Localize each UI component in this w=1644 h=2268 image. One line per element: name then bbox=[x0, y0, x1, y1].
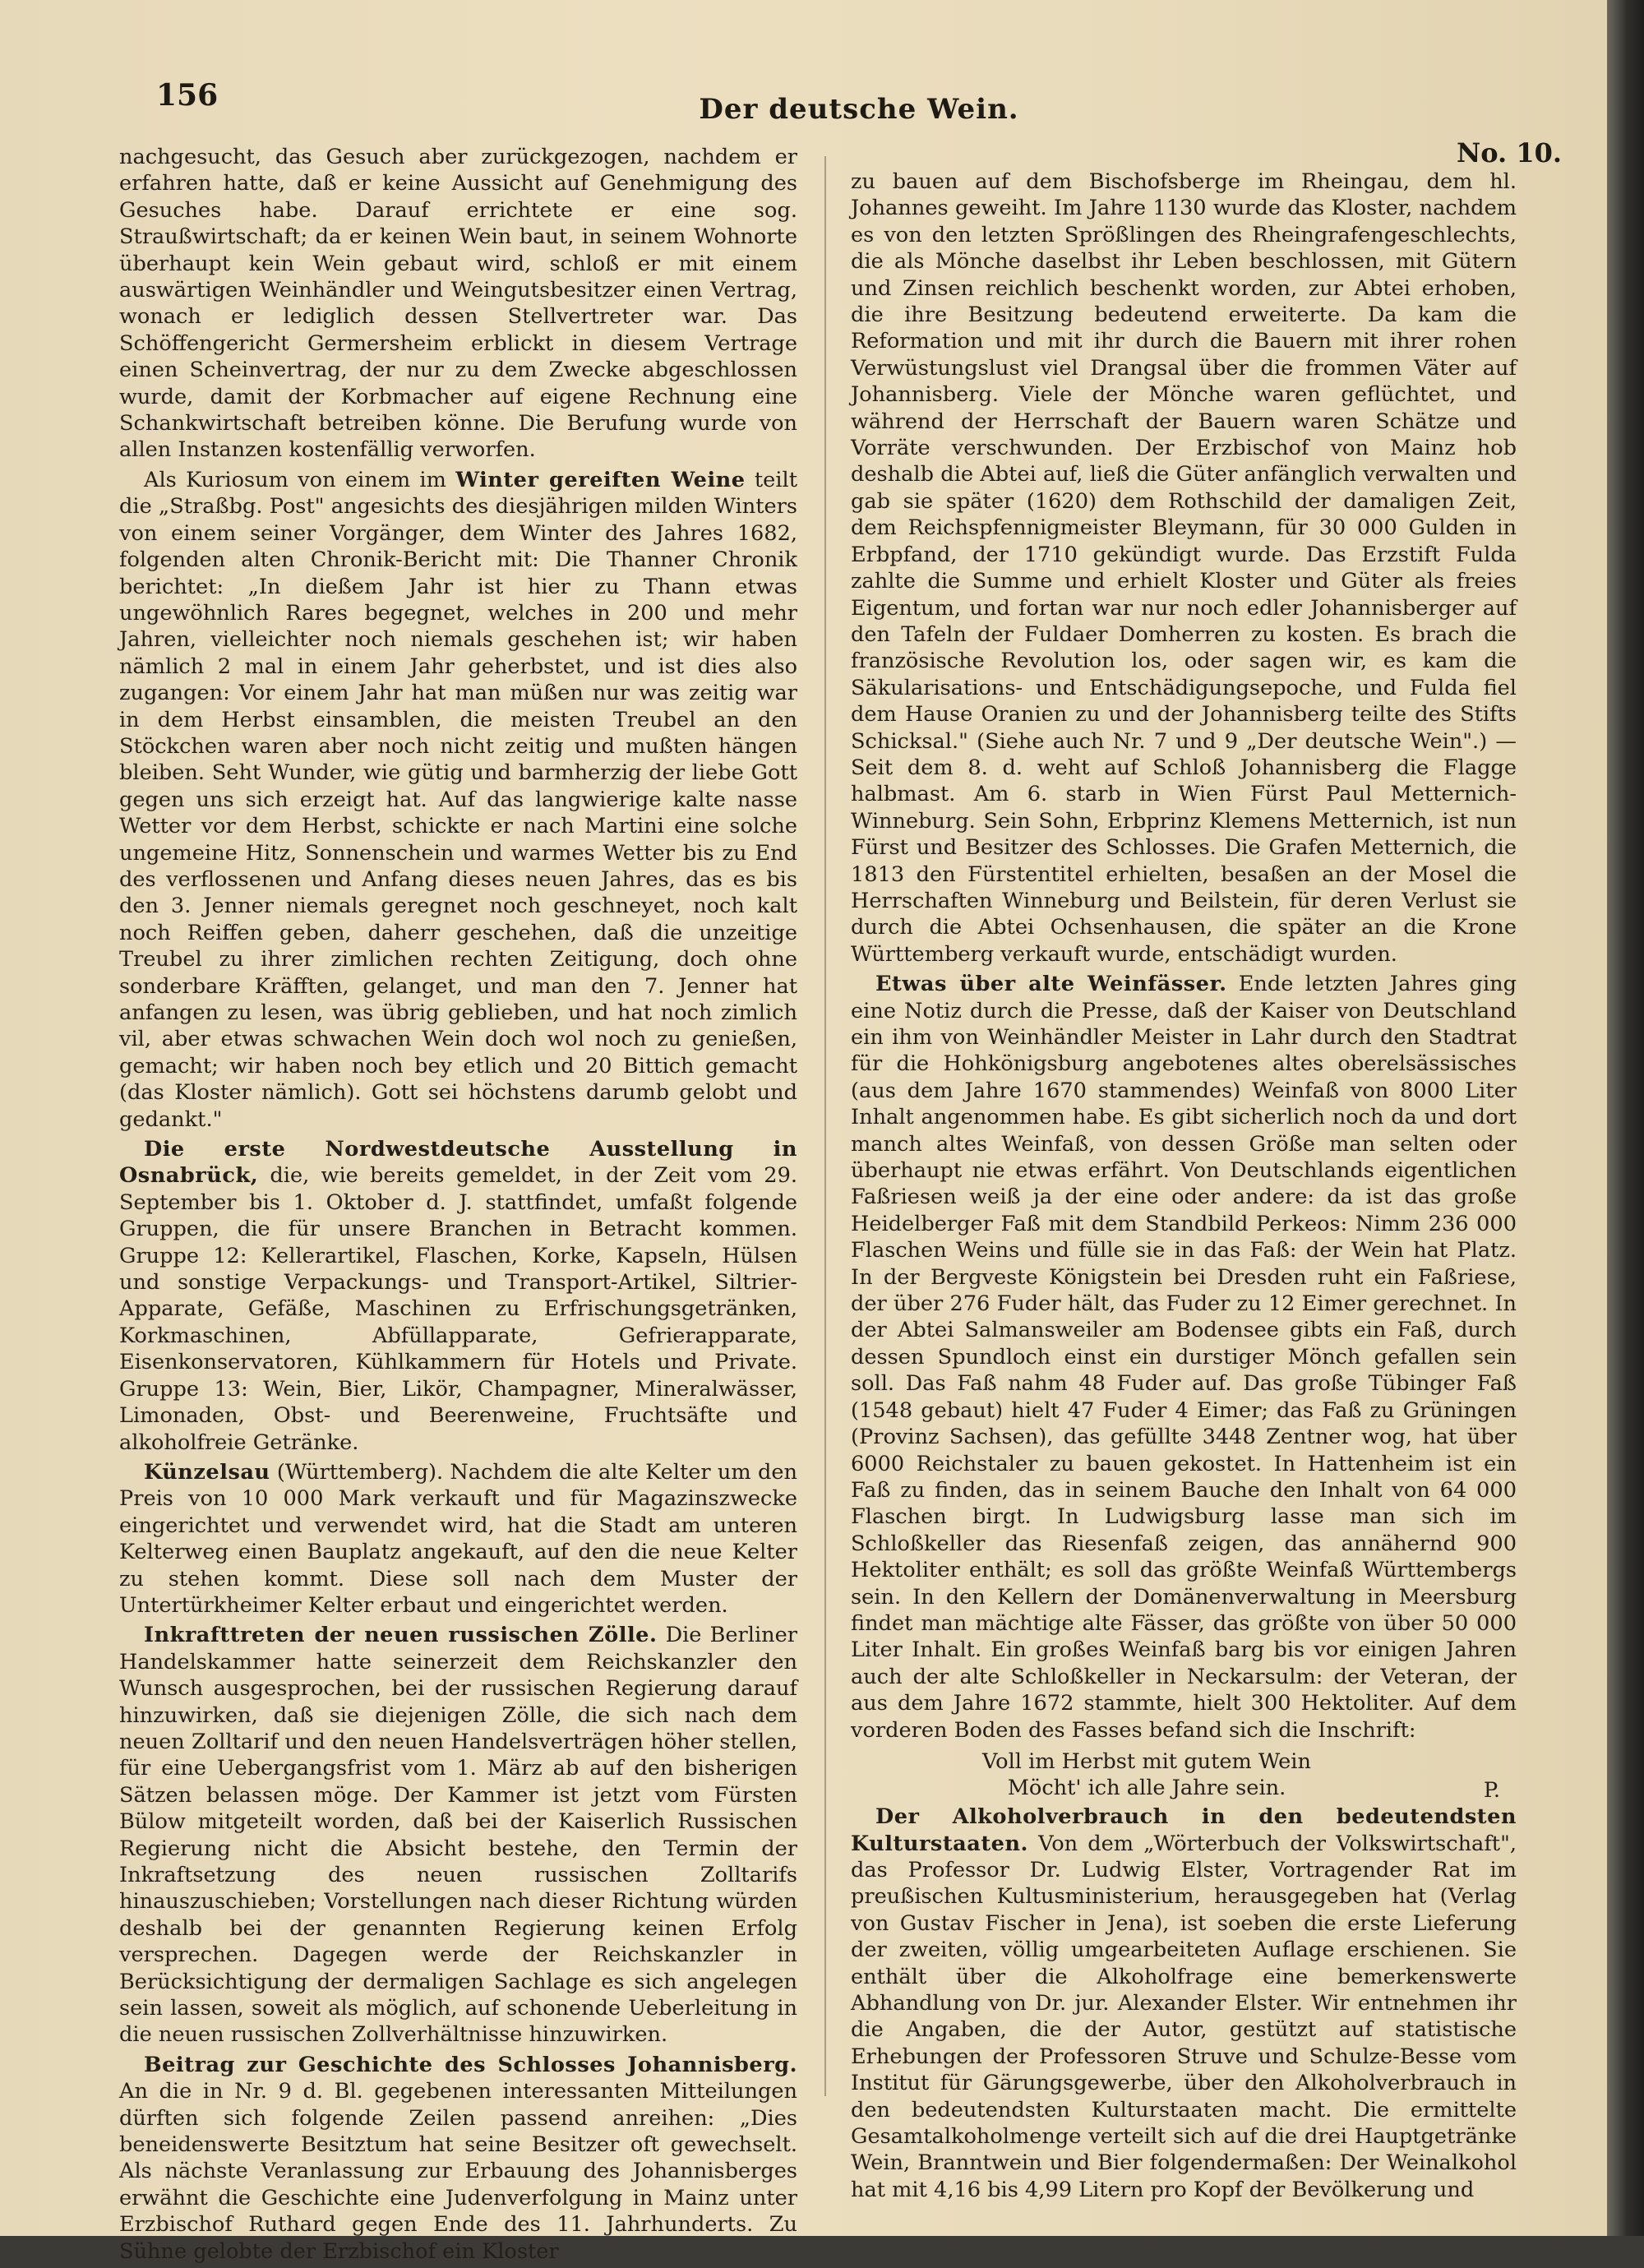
article-kuenzelsau bbox=[119, 1459, 797, 1619]
issue-number: No. 10. bbox=[1457, 137, 1562, 169]
article-winter-wine bbox=[119, 467, 797, 1133]
article-heading: Etwas über alte Weinfässer. bbox=[875, 972, 1227, 997]
article-johannisberg-continued: zu bauen auf dem Bischofsberge im Rheingau, dem hl. Johannes geweiht. Im Jahre 1130 wurde das Kloster, nachdem es von den letzten Sprößlingen des Rheingrafengeschlechts, die als Mönche daselbst ihr Leben beschlossen, mit Gütern und Zinsen reichlich beschenkt worden, zur Abtei erhoben, die ihre Besitzung bedeutend erweiterte. Da kam die Reformation und mit ihr durch die Bauern mit ihrer rohen Verwüstungslust viel Drangsal über die frommen Väter auf Johannisberg. Viele der Mönche waren geflüchtet, und während der Herrschaft der Bauern waren Schätze und Vorräte verschwunden. Der Erzbischof von Mainz hob deshalb die Abtei auf, ließ die Güter anfänglich verwalten und gab sie später (1620) dem Rothschild der damaligen Zeit, dem Reichspfennigmeister Bleymann, für 30 000 Gulden in Erbpfand, der 1710 gekündigt wurde. Das Erzstift Fulda zahlte die Summe und erhielt Kloster und Güter als freies Eigentum, und fortan war nur noch edler Johannisberger auf den Tafeln der Fuldaer Domherren zu kosten. Es brach die französische Revolution los, oder sagen wir, es kam die Säkularisations- und Entschädigungsepoche, und Fulda fiel dem Hause Oranien zu und der Johannisberg teilte des Stifts Schicksal." (Siehe auch Nr. 7 und 9 „Der deutsche Wein".) — Seit dem 8. d. weht auf Schloß Johannisberg die Flagge halbmast. Am 6. starb in Wien Fürst Paul Metternich-Winneburg. Sein Sohn, Erbprinz Klemens Metternich, ist nun Fürst und Besitzer des Schlosses. Die Grafen Metternich, die 1813 den Fürstentitel erhielten, besaßen an der Mosel die Herrschaften Winneburg und Beilstein, für deren Verlust sie durch die Abtei Ochsenhausen, die später an die Krone Württemberg verkauft wurde, entschädigt wurden. bbox=[851, 169, 1517, 967]
book-binding-edge bbox=[1607, 0, 1644, 2236]
left-column bbox=[119, 144, 797, 2268]
author-signature: P. bbox=[1483, 1777, 1500, 1803]
article-text: Von dem „Wörterbuch der Volkswirtschaft", das Professor Dr. Ludwig Elster, Vortragender Rat im preußischen Kultusministerium, herausgegeben hat (Verlag von Gustav Fischer in Jena), ist soeben die erste Lieferung der zweiten, völlig umgearbeiteten Auflage erschienen. Sie enthält über die Alkoholfrage eine bemerkenswerte Abhandlung von Dr. jur. Alexander Elster. Wir entnehmen ihr die Angaben, die der Autor, gestützt auf statistische Erhebungen der Professoren Struve und Schulze-Besse vom Institut für Gärungsgewerbe, über den Alkoholverbrauch in den bedeutendsten Kulturstaaten macht. Die ermittelte Gesamtalkoholmenge verteilt sich auf die drei Hauptgetränke Wein, Branntwein und Bier folgendermaßen: Der Weinalkohol hat mit 4,16 bis 4,99 Litern pro Kopf der Bevölkerung und bbox=[851, 1831, 1517, 2202]
page-number: 156 bbox=[156, 78, 219, 113]
right-column bbox=[851, 169, 1517, 2206]
running-title: Der deutsche Wein. bbox=[699, 93, 1019, 126]
article-russian-tariffs bbox=[119, 1622, 797, 2049]
article-johannisberg bbox=[119, 2052, 797, 2265]
inscription-line: Möcht' ich alle Jahre sein. bbox=[1007, 1776, 1286, 1801]
article-text-pre: Als Kuriosum von einem im bbox=[144, 467, 456, 492]
article-straussw-text: nachgesucht, das Gesuch aber zurückgezogen, nachdem er erfahren hatte, daß er keine Aussicht auf Genehmigung des Gesuches habe. Darauf errichtete er eine sog. Straußwirtschaft; da er keinen Wein baut, in seinem Wohnorte überhaupt kein Wein gebaut wird, schloß er mit einem auswärtigen Weinhändler und Weingutsbesitzer einen Vertrag, wonach er lediglich dessen Stellvertreter war. Das Schöffengericht Germersheim erblickt in diesem Vertrage einen Scheinvertrag, der nur zu dem Zwecke abgeschlossen wurde, damit der Korbmacher auf eigene Rechnung eine Schankwirtschaft betreiben könne. Die Berufung wurde von allen Instanzen kostenfällig verworfen. bbox=[119, 145, 797, 463]
article-text: die, wie bereits gemeldet, in der Zeit vom 29. September bis 1. Oktober d. J. stattfindet, umfaßt folgende Gruppen, die für unsere Branchen in Betracht kommen. Gruppe 12: Kellerartikel, Flaschen, Korke, Kapseln, Hülsen und sonstige Verpackungs- und Transport-Artikel, Siltrier-Apparate, Gefäße, Maschinen zu Erfrischungsgetränken, Korkmaschinen, Abfüllapparate, Gefrierapparate, Eisenkonservatoren, Kühlkammern für Hotels und Private. Gruppe 13: Wein, Bier, Likör, Champagner, Mineralwässer, Limonaden, Obst- und Beerenweine, Fruchtsäfte und alkoholfreie Getränke. bbox=[119, 1163, 797, 1455]
page-header bbox=[156, 78, 1562, 169]
article-text: Ende letzten Jahres ging eine Notiz durch die Presse, daß der Kaiser von Deutschland ein ihm von Weinhändler Meister in Lahr durch den Stadtrat für die Hohkönigsburg angebotenes altes oberelsässisches (aus dem Jahre 1670 stammendes) Weinfaß von 8000 Liter Inhalt angenommen habe. Es gibt sicherlich noch da und dort manch altes Weinfaß, von dessen Größe man selten oder überhaupt nie etwas erfährt. Von Deutschlands eigentlichen Faßriesen weiß ja der eine oder andere: da ist das große Heidelberger Faß mit dem Standbild Perkeos: Nimm 236 000 Flaschen Weins und fülle sie in das Faß: der Wein hat Platz. In der Bergveste Königstein bei Dresden ruht ein Faßriese, der über 276 Fuder hält, das Fuder zu 12 Eimer gerechnet. In der Abtei Salmansweiler am Bodensee gibts ein Faß, durch dessen Spundloch einst ein durstiger Mönch gefallen sein soll. Das Faß nahm 48 Fuder auf. Das große Tübinger Faß (1548 gebaut) hielt 47 Fuder 4 Eimer; das Faß zu Grüningen (Provinz Sachsen), das gefüllte 3448 Zentner wog, hat über 6000 Reichstaler zu bauen gekostet. In Hattenheim ist ein Faß zu finden, das in seinem Bauche den Inhalt von 64 000 Flaschen birgt. In Ludwigsburg lasse man sich im Schloßkeller das Riesenfaß zeigen, das annähernd 900 Hektoliter enthält; es soll das größte Weinfaß Württembergs sein. In den Kellern der Domänenverwaltung in Meersburg findet man mächtige alte Fässer, das größte von über 50 000 Liter Inhalt. Ein großes Weinfaß barg bis vor einigen Jahren auch der alte Schloßkeller in Neckarsulm: der Veteran, der aus dem Jahre 1672 stammte, hielt 300 Hektoliter. Auf dem vorderen Boden des Fasses befand sich die Inschrift: bbox=[851, 972, 1517, 1743]
column-divider bbox=[824, 156, 826, 2096]
article-osnabrueck bbox=[119, 1136, 797, 1456]
inscription-line: Voll im Herbst mit gutem Wein bbox=[982, 1748, 1311, 1774]
article-heading: Inkrafttreten der neuen russischen Zölle. bbox=[144, 1623, 658, 1648]
article-heading: Der Alkoholverbrauch in den bedeutendsten Kulturstaaten. bbox=[851, 1804, 1517, 1856]
article-wine-barrels bbox=[851, 971, 1517, 1744]
article-heading: Die erste Nordwestdeutsche Ausstellung in Osnabrück, bbox=[119, 1137, 797, 1189]
article-heading: Künzelsau bbox=[144, 1459, 270, 1485]
article-heading: Winter gereiften Weine bbox=[455, 467, 746, 492]
article-text: Die Berliner Handelskammer hatte seinerzeit dem Reichskanzler den Wunsch ausgesprochen, bei der russischen Regierung darauf hinzuwirken, daß sie diejenigen Zölle, die sich nach dem neuen Zolltarif und den neuen Handelsverträgen höher stellen, für eine Uebergangsfrist vom 1. März ab auf den bisherigen Sätzen belassen möge. Der Kammer ist jetzt vom Fürsten Bülow mitgeteilt worden, daß bei der Kaiserlich Russischen Regierung nicht die Absicht bestehe, den Termin der Inkraftsetzung des neuen russischen Zolltarifs hinauszuschieben; Vorstellungen nach dieser Richtung würden deshalb bei der genannten Regierung keinen Erfolg versprechen. Dagegen werde der Reichskanzler in Berücksichtigung der dermaligen Sachlage es sich angelegen sein lassen, soweit als möglich, auf schonende Ueberleitung in die neuen russischen Zollverhältnisse hinzuwirken. bbox=[119, 1623, 798, 2048]
article-heading: Beitrag zur Geschichte des Schlosses Johannisberg. bbox=[144, 2052, 797, 2077]
article-text: An die in Nr. 9 d. Bl. gegebenen interessanten Mitteilungen dürften sich folgende Zeilen passend anreihen: „Dies beneidenswerte Besitztum hat seine Besitzer oft gewechselt. Als nächste Veranlassung zur Erbauung des Johannisberges erwähnt die Geschichte eine Judenverfolgung in Mainz unter Erzbischof Ruthard gegen Ende des 11. Jahrhunderts. Zu Sühne gelobte der Erzbischof ein Kloster bbox=[119, 2079, 797, 2264]
article-text: (Württemberg). Nachdem die alte Kelter um den Preis von 10 000 Mark verkauft und für Magazinszwecke eingerichtet und verwendet wird, hat die Stadt am unteren Kelterweg einen Bauplatz angekauft, auf den die neue Kelter zu stehen kommt. Diese soll nach dem Muster der Untertürkheimer Kelter erbaut und eingerichtet werden. bbox=[119, 1459, 797, 1618]
article-alcohol-consumption bbox=[851, 1804, 1517, 2203]
article-text: teilt die „Straßbg. Post" angesichts des diesjährigen milden Winters von einem seiner Vorgänger, dem Winter des Jahres 1682, folgenden alten Chronik-Bericht mit: Die Thanner Chronik berichtet: „In dießem Jahr ist hier zu Thann etwas ungewöhnlich Rares begegnet, welches in 200 und mehr Jahren, vielleichter noch niemals geschehen ist; wir haben nämlich 2 mal in einem Jahr geherbstet, und ist dies also zugangen: Vor einem Jahr hat man müßen nur was zeitig war in dem Herbst einsamblen, die meisten Treubel an den Stöckchen waren aber noch nicht zeitig und mußten hängen bleiben. Seht Wunder, wie gütig und barmherzig der liebe Gott gegen uns sich erzeigt hat. Auf das langwierige kalte nasse Wetter vor dem Herbst, schickte er nach Martini eine solche ungemeine Hitz, Sonnenschein und warmes Wetter bis zu End des verflossenen und Anfang dieses neuen Jahres, das es bis den 3. Jenner niemals geregnet noch geschneyet, noch kalt noch Reiffen geben, daherr geschehen, daß die unzeitige Treubel zu ihrer zimlichen rechten Zeitigung, doch ohne sonderbare Kräfften, gelanget, und man den 7. Jenner hat anfangen zu lesen, was übrig geblieben, und hat noch zimlich vil, aber etwas schwachen Wein doch wol noch zu genießen, gemacht; wir haben noch bey etlich und 20 Bittich gemacht (das Kloster nämlich). Gott sei höchstens darumb gelobt und gedankt." bbox=[119, 467, 797, 1132]
